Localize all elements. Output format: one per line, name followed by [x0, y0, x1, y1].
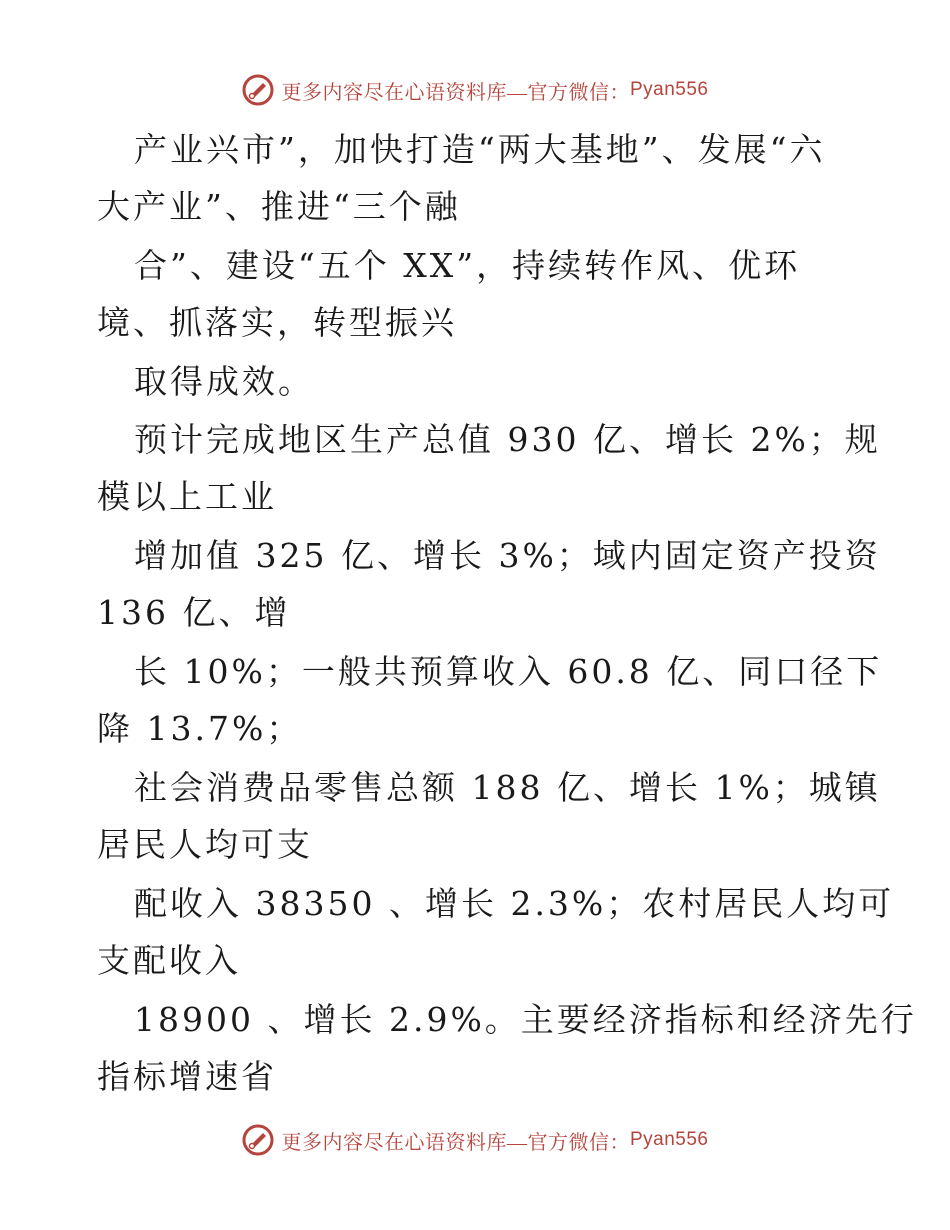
footer-watermark — [0, 1120, 950, 1160]
watermark-text: 更多内容尽在心语资料库—官方微信： — [281, 81, 630, 104]
text-line: 长 10%；一般共预算收入 60.8 亿、同口径下 — [134, 652, 883, 691]
text-line: 指标增速省 — [97, 1057, 277, 1096]
text-line: 18900 、增长 2.9%。主要经济指标和经济先行 — [134, 1000, 917, 1039]
text-line: 增加值 325 亿、增长 3%；域内固定资产投资 — [134, 536, 881, 575]
text-line: 配收入 38350 、增长 2.3%；农村居民人均可 — [134, 884, 895, 923]
text-line: 合”、建设“五个 XX”，持续转作风、优环 — [134, 246, 801, 285]
text-line: 大产业”、推进“三个融 — [97, 187, 461, 226]
text-line: 预计完成地区生产总值 930 亿、增长 2%；规 — [134, 420, 881, 459]
text-line: 136 亿、增 — [97, 593, 291, 632]
logo-icon — [241, 1123, 275, 1157]
text-line: 社会消费品零售总额 188 亿、增长 1%；城镇 — [134, 768, 881, 807]
header-watermark — [0, 70, 950, 110]
text-line: 取得成效。 — [134, 362, 314, 401]
text-line: 降 13.7%； — [97, 709, 303, 748]
logo-icon — [241, 73, 275, 107]
wechat-id: Pyan556 — [629, 79, 709, 100]
text-line: 境、抓落实，转型振兴 — [97, 303, 457, 342]
text-line: 支配收入 — [97, 941, 241, 980]
wechat-id: Pyan556 — [629, 1129, 709, 1150]
text-line: 居民人均可支 — [97, 825, 313, 864]
text-line: 模以上工业 — [97, 477, 277, 516]
watermark-text: 更多内容尽在心语资料库—官方微信： — [281, 1131, 630, 1154]
text-line: 产业兴市”，加快打造“两大基地”、发展“六 — [134, 130, 826, 169]
